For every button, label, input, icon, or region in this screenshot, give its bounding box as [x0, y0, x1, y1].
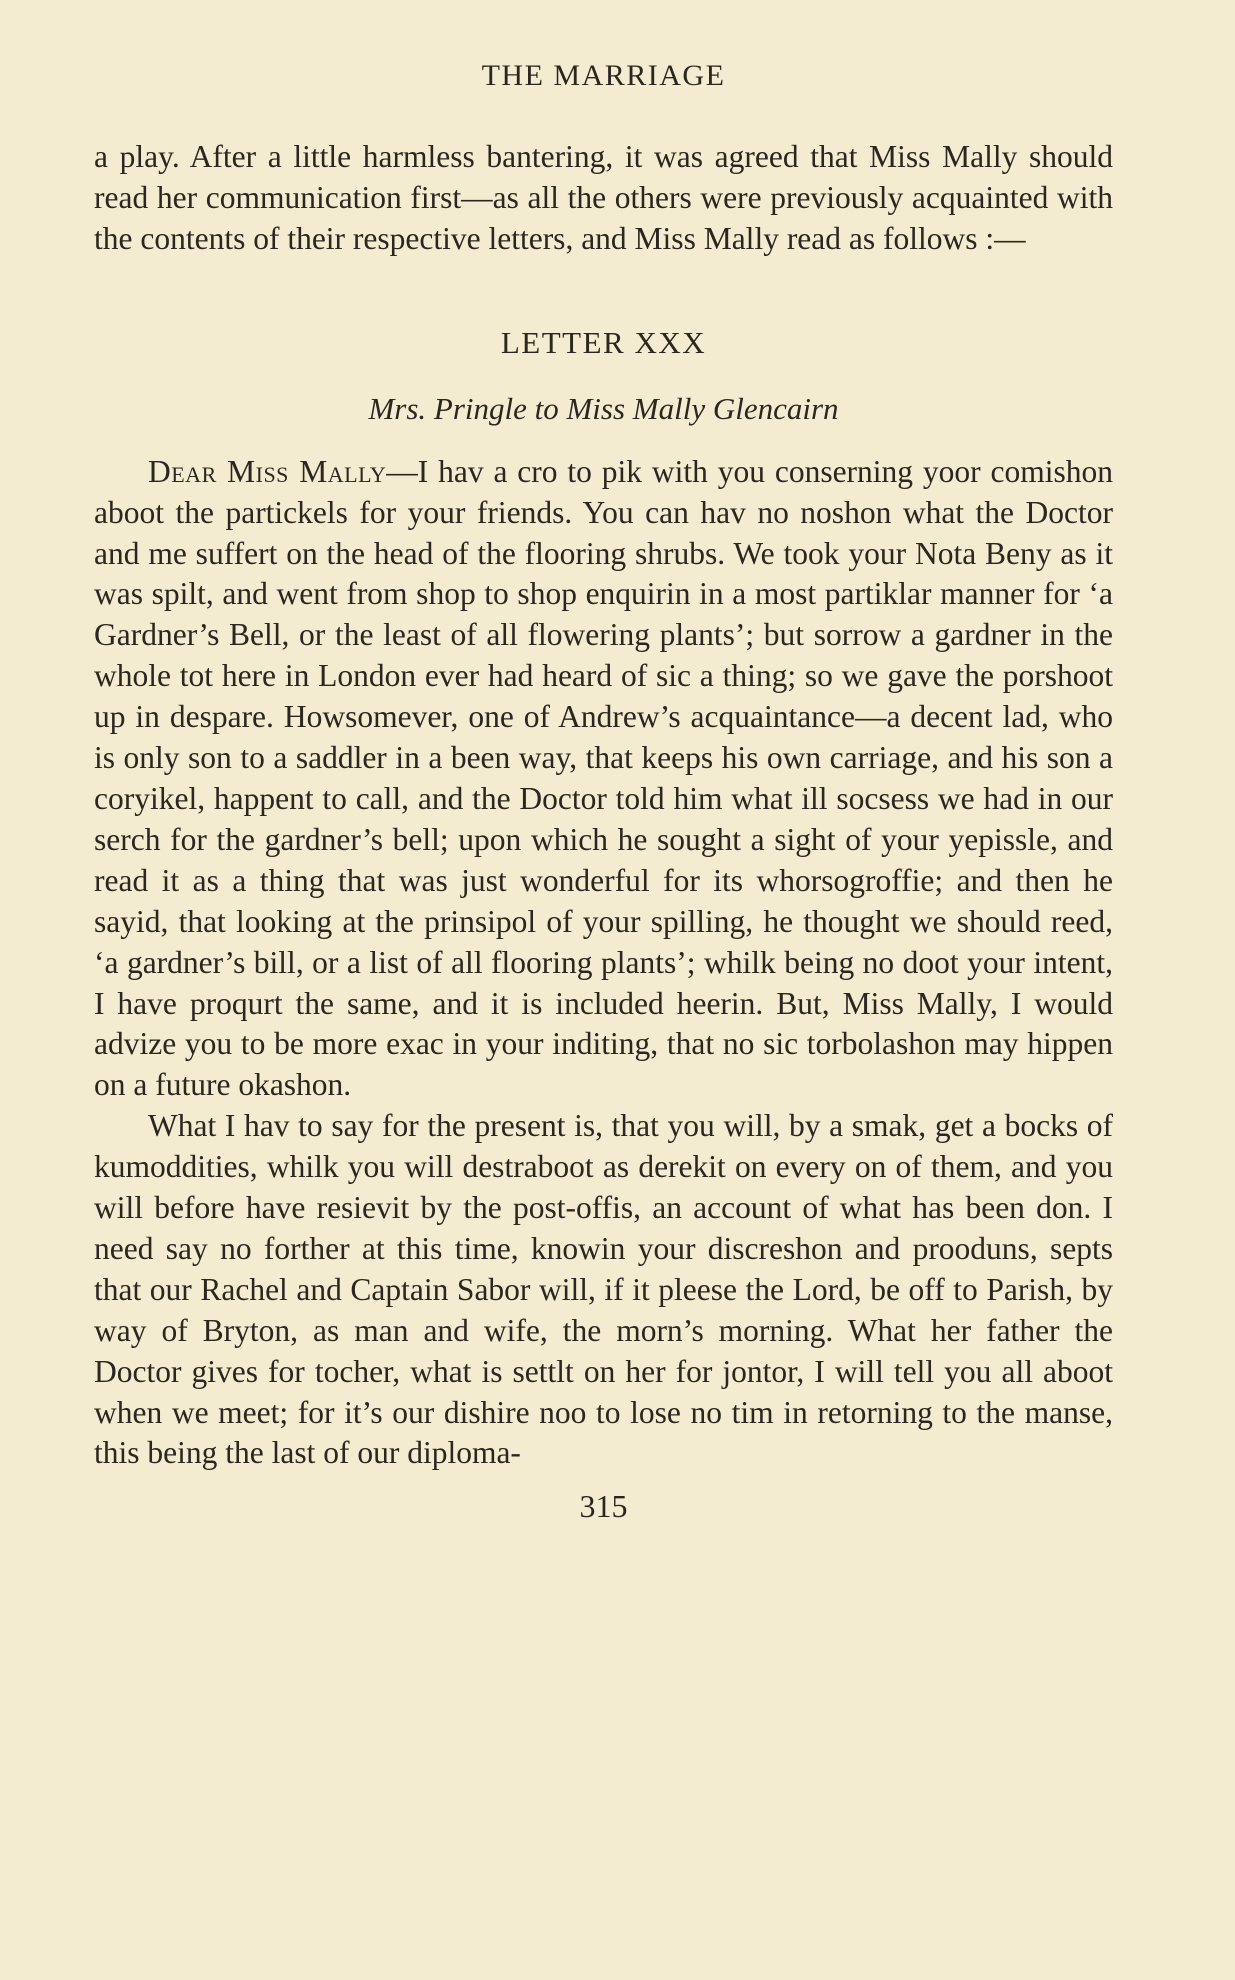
running-head: THE MARRIAGE [481, 59, 726, 92]
book-page [94, 52, 1113, 1528]
letter-title: LETTER XXX [500, 324, 707, 360]
letter-salutation: Dear Miss Mally [148, 453, 387, 489]
intro-paragraph: a play. After a little harmless bantering, it was agreed that Miss Mally should read her communication first—as all the others were previously acquainted with the contents of their respective letters, and Miss Mally read as follows :— [94, 139, 1113, 256]
letter-paragraph-1 [94, 452, 1113, 1107]
letter-paragraph-2: What I hav to say for the present is, that you will, by a smak, get a bocks of kumoddities, whilk you will destraboot as derekit on every on of them, and you will before have resievit by the post-offis, an account of what has been don. I need say no forther at this time, knowin your discreshon and prooduns, septs that our Rachel and Captain Sabor will, if it pleese the Lord, be off to Parish, by way of Bryton, as man and wife, the morn’s morning. What her father the Doctor gives for tocher, what is settlt on her for jontor, I will tell you all aboot when we meet; for it’s our dishire noo to lose no tim in retorning to the manse, this being the last of our diploma- [94, 1108, 1113, 1471]
letter-subtitle: Mrs. Pringle to Miss Mally Glencairn [368, 390, 839, 426]
page-number: 315 [579, 1488, 628, 1525]
letter-paragraph-1-text: —I hav a cro to pik with you conserning yoor comishon aboot the partickels for your friends. You can hav no noshon what the Doctor and me suffert on the head of the flooring shrubs. We took your Nota Beny as it was spilt, and went from shop to shop enquirin in a most partiklar manner for ‘a Gardner’s Bell, or the least of all flowering plants’; but sorrow a gardner in the whole tot here in London ever had heard of sic a thing; so we gave the porshoot up in despare. Howsomever, one of Andrew’s acquaintance—a decent lad, who is only son to a saddler in a been way, that keeps his own carriage, and his son a coryikel, happent to call, and the Doctor told him what ill socsess we had in our serch for the gardner’s bell; upon which he sought a sight of your yepissle, and read it as a thing that was just wonderful for its whorsogroffie; and then he sayid, that looking at the prinsipol of your spilling, he thought we should reed, ‘a gardner’s bill, or a list of all flooring plants’; whilk being no doot your intent, I have proqurt the same, and it is included heerin. But, Miss Mally, I would advize you to be more exac in your inditing, that no sic torbolashon may hippen on a future okashon. [94, 453, 1114, 1103]
